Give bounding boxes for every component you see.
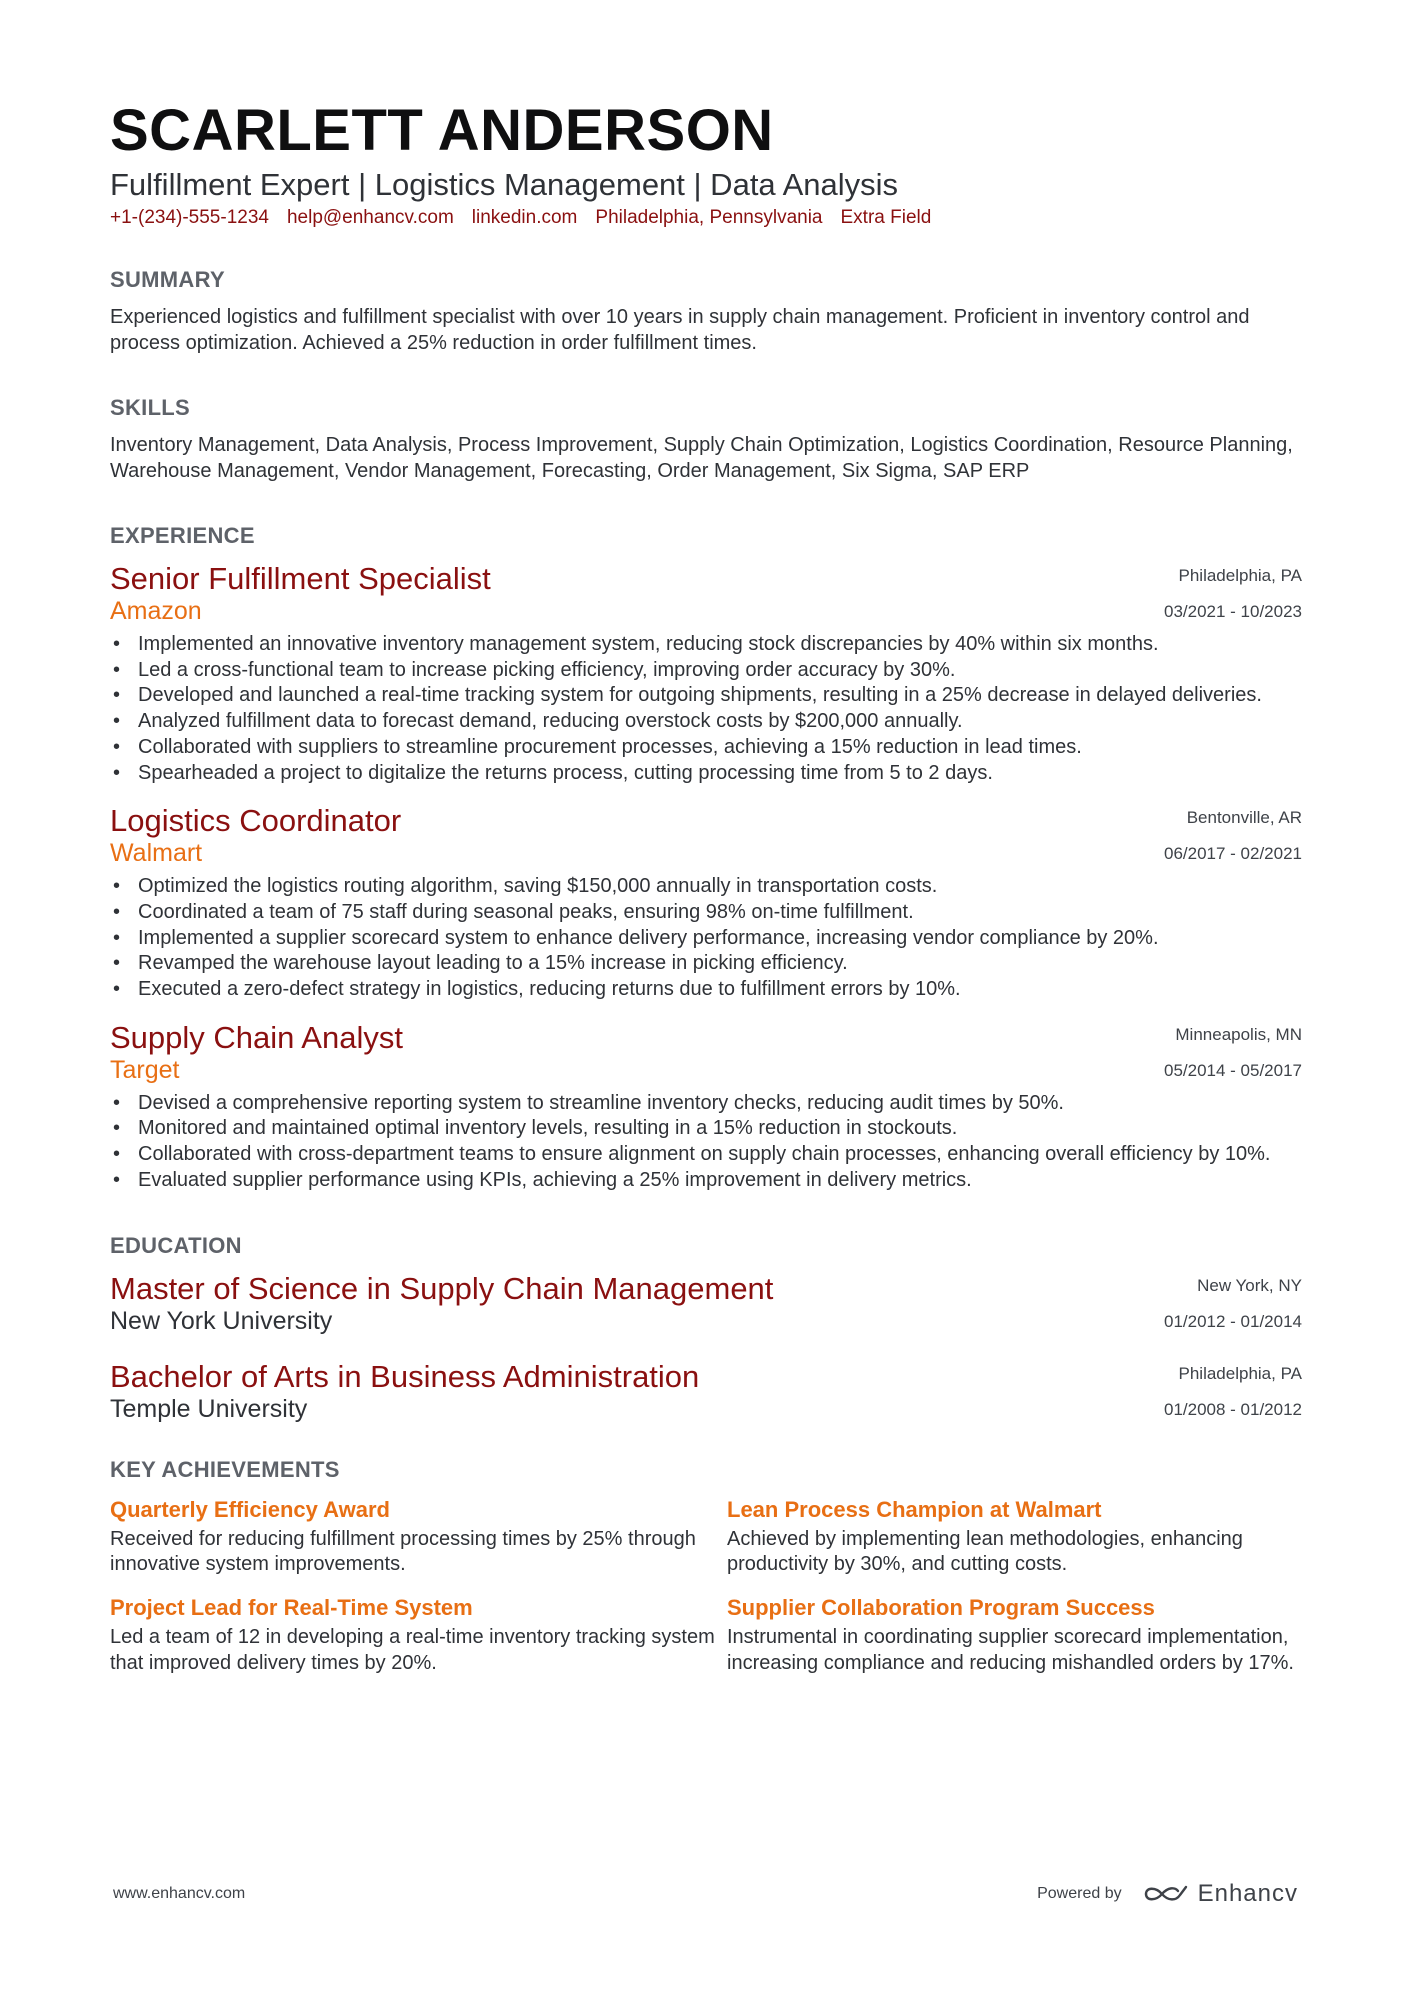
job-location: Bentonville, AR: [1186, 808, 1302, 828]
education-dates: 01/2012 - 01/2014: [1163, 1311, 1302, 1331]
powered-by-label: Powered by: [1037, 1885, 1122, 1902]
job-bullet: • Coordinated a team of 75 staff during seasonal peaks, ensuring 98% on-time fulfillment.: [110, 900, 1302, 926]
job-bullet: • Collaborated with cross-department teams to ensure alignment on supply chain processes, enhancing overall efficiency by 10%.: [110, 1142, 1302, 1168]
education-header: [110, 1270, 1302, 1338]
job-bullet: • Revamped the warehouse layout leading to a 15% increase in picking efficiency.: [110, 951, 1302, 977]
contact-linkedin[interactable]: linkedin.com: [471, 207, 578, 228]
achievement-desc: Instrumental in coordinating supplier scorecard implementation, increasing compliance and reducing mishandled orders by 17%.: [727, 1625, 1294, 1674]
job-bullet: • Executed a zero-defect strategy in logistics, reducing returns due to fulfillment errors by 10%.: [110, 977, 1302, 1003]
education-location: New York, NY: [1197, 1275, 1302, 1295]
job-role: Senior Fulfillment Specialist: [110, 561, 491, 596]
summary-heading: SUMMARY: [110, 267, 225, 292]
job-dates: 03/2021 - 10/2023: [1163, 602, 1302, 621]
job-bullet: • Collaborated with suppliers to streamline procurement processes, achieving a 15% reduction in lead times.: [110, 735, 1302, 761]
resume-content: [110, 98, 1302, 1692]
candidate-title: Fulfillment Expert | Logistics Management | Data Analysis: [110, 167, 899, 202]
contact-email[interactable]: help@enhancv.com: [286, 207, 454, 228]
education-entry: [110, 1358, 1302, 1426]
achievement-item: [727, 1594, 1302, 1676]
achievement-desc: Led a team of 12 in developing a real-time inventory tracking system that improved delivery times by 20%.: [110, 1625, 715, 1674]
job-company: Walmart: [110, 839, 203, 868]
summary-text: Experienced logistics and fulfillment specialist with over 10 years in supply chain management. Proficient in inventory control and process optimization. Achieved a 25% reduction in order fulfillment times.: [110, 306, 1250, 354]
job-header: [110, 1019, 1302, 1087]
job-entry: [110, 802, 1302, 1003]
infinity-logo-icon: [1142, 1882, 1188, 1906]
school: New York University: [110, 1306, 333, 1335]
achievement-title: Project Lead for Real-Time System: [110, 1594, 473, 1620]
achievement-item: [110, 1594, 727, 1676]
enhancv-logo[interactable]: [1142, 1880, 1298, 1908]
brand-name: Enhancv: [1197, 1880, 1298, 1907]
job-role: Supply Chain Analyst: [110, 1019, 403, 1055]
education-location: Philadelphia, PA: [1178, 1363, 1302, 1383]
job-bullet: • Optimized the logistics routing algorithm, saving $150,000 annually in transportation costs.: [110, 874, 1302, 900]
skills-text: Inventory Management, Data Analysis, Process Improvement, Supply Chain Optimization, Logistics Coordination, Resource Planning, Warehouse Management, Vendor Management, Forecasting, Order Management, Six Sigma, SAP ERP: [110, 434, 1293, 482]
job-bullets: [110, 632, 1302, 786]
job-bullets: [110, 874, 1302, 1003]
achievement-title: Lean Process Champion at Walmart: [727, 1496, 1102, 1522]
degree: Master of Science in Supply Chain Management: [110, 1270, 774, 1306]
achievement-title: Supplier Collaboration Program Success: [727, 1594, 1155, 1620]
job-company: Amazon: [110, 597, 202, 625]
job-dates: 06/2017 - 02/2021: [1163, 844, 1302, 864]
job-bullet: • Spearheaded a project to digitalize the returns process, cutting processing time from 5 to 2 days.: [110, 761, 1302, 787]
job-entry: [110, 560, 1302, 786]
job-dates: 05/2014 - 05/2017: [1163, 1060, 1302, 1080]
achievements-grid: [110, 1496, 1302, 1693]
education-header: [110, 1358, 1302, 1426]
school: Temple University: [110, 1394, 308, 1423]
contact-line: [110, 206, 1302, 230]
education-entry: [110, 1270, 1302, 1338]
job-location: Philadelphia, PA: [1178, 566, 1302, 585]
achievement-title: Quarterly Efficiency Award: [110, 1496, 390, 1522]
job-bullet: • Implemented an innovative inventory management system, reducing stock discrepancies by 40% within six months.: [110, 632, 1302, 658]
job-header: [110, 560, 1302, 628]
job-bullet: • Implemented a supplier scorecard system to enhance delivery performance, increasing vendor compliance by 20%.: [110, 926, 1302, 952]
job-bullet: • Developed and launched a real-time tracking system for outgoing shipments, resulting in a 25% decrease in delayed deliveries.: [110, 683, 1302, 709]
skills-heading: SKILLS: [110, 395, 191, 420]
job-company: Target: [110, 1055, 180, 1084]
education-dates: 01/2008 - 01/2012: [1163, 1399, 1302, 1419]
achievement-desc: Received for reducing fulfillment processing times by 25% through innovative system improvements.: [110, 1527, 696, 1576]
candidate-name: SCARLETT ANDERSON: [110, 98, 774, 163]
degree: Bachelor of Arts in Business Administration: [110, 1358, 700, 1394]
job-header: [110, 802, 1302, 870]
contact-phone[interactable]: +1-(234)-555-1234: [110, 207, 269, 228]
job-bullet: • Devised a comprehensive reporting system to streamline inventory checks, reducing audit times by 50%.: [110, 1091, 1302, 1117]
footer-website[interactable]: www.enhancv.com: [113, 1885, 246, 1902]
job-bullet: • Evaluated supplier performance using KPIs, achieving a 25% improvement in delivery metrics.: [110, 1168, 1302, 1194]
job-bullet: • Monitored and maintained optimal inventory levels, resulting in a 15% reduction in stockouts.: [110, 1116, 1302, 1142]
contact-location: Philadelphia, Pennsylvania: [595, 207, 823, 228]
achievements-heading: KEY ACHIEVEMENTS: [110, 1456, 340, 1482]
job-bullets: [110, 1091, 1302, 1194]
job-role: Logistics Coordinator: [110, 803, 402, 839]
experience-heading: EXPERIENCE: [110, 523, 255, 548]
education-heading: EDUCATION: [110, 1232, 242, 1258]
job-entry: [110, 1019, 1302, 1194]
achievement-desc: Achieved by implementing lean methodologies, enhancing productivity by 30%, and cutting costs.: [727, 1527, 1243, 1576]
job-bullet: • Led a cross-functional team to increase picking efficiency, improving order accuracy by 30%.: [110, 658, 1302, 684]
footer-branding: [1037, 1880, 1298, 1908]
achievement-item: [110, 1496, 727, 1578]
contact-extra: Extra Field: [840, 207, 932, 228]
job-location: Minneapolis, MN: [1175, 1024, 1302, 1044]
job-bullet: • Analyzed fulfillment data to forecast demand, reducing overstock costs by $200,000 annually.: [110, 709, 1302, 735]
achievement-item: [727, 1496, 1302, 1578]
